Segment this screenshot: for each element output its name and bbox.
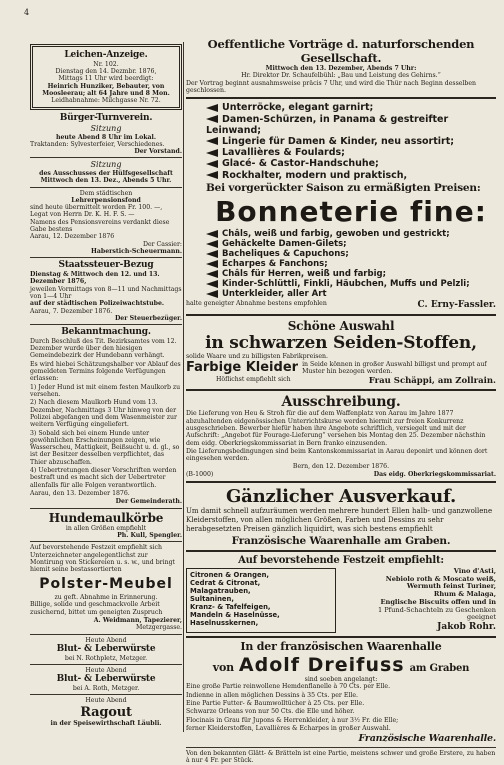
steuer-notice (30, 260, 182, 322)
divider (186, 747, 496, 748)
rohr-lists (186, 568, 496, 633)
hunde-title: Hundemaulkörbe (48, 510, 164, 525)
divider (30, 257, 182, 258)
bonn-item: Châls, weiß und farbig, gewoben und gestrickt; (206, 229, 496, 239)
rohr-left-item: Haselnusskernen, (190, 618, 259, 627)
steuer-title: Staatssteuer-Bezug (58, 260, 154, 271)
pointer-icon (206, 149, 218, 157)
dreifuss-name: Adolf Dreifuss (238, 653, 405, 676)
bonn-item: Kinder-Schlüttli, Finkli, Häubchen, Muffs und Pelzli; (206, 279, 496, 289)
rohr-right-item: Vino d'Asti, (453, 566, 496, 575)
pointer-icon (206, 115, 218, 123)
bekannt-p1: Durch Beschluß des Tit. Bezirksamtes vom 12. Dezember wurde über den hiesigen Gemeindebezirk der Hundebann verhängt. (30, 337, 177, 360)
rohr-title: Auf bevorstehende Festzeit empfiehlt: (238, 554, 444, 566)
ausverkauf-sign: Französische Waarenhalle am Graben. (231, 534, 451, 547)
vortraege-line1: Mittwoch den 13. Dezember, Abends 7 Uhr: (265, 65, 417, 73)
pointer-icon (206, 171, 218, 179)
divider (186, 550, 496, 552)
rohr-right-list (346, 568, 496, 633)
steuer-line1: Dienstag & Mittwoch den 12. und 13. Dezember 1876, (30, 270, 160, 286)
vortraege-line3: Der Vortrag beginnt ausnahmsweise präcis 7 Uhr, und wird die Thür nach Beginn desselben geschlossen. (186, 79, 477, 95)
wurst1-pre: Heute Abend (85, 636, 127, 644)
steuer-sign: Der Steuerbezüger. (114, 314, 182, 322)
hunde-sign: Ph. Kull, Spengler. (117, 532, 182, 540)
turnverein-sign: Der Vorstand. (134, 148, 182, 156)
sitzung-line10: Der Cassier: (142, 240, 182, 248)
rohr-right-item: Rhum & Malaga, (433, 590, 496, 599)
bekannt-sign: Der Gemeinderath. (115, 498, 182, 506)
steuer-line2: jeweilen Vormittags von 8—11 und Nachmittags von 1—4 Uhr (30, 285, 182, 300)
dreifuss-p6: ferner Kleiderstoffen, Lavallières & Echarpes in großer Auswahl. (186, 724, 391, 732)
leichen-time: Mittags 11 Uhr wird beerdigt: (58, 75, 154, 83)
ausschreibung-code: (B-1000) (186, 470, 214, 478)
sitzung-line5: sind heute übermittelt worden Fr. 100. —, (30, 204, 163, 212)
vortraege-notice (186, 38, 496, 94)
pointer-icon (206, 290, 218, 298)
seide-ad (186, 319, 496, 386)
wurst2-pre: Heute Abend (85, 666, 127, 674)
divider (30, 694, 182, 695)
divider (30, 541, 182, 542)
polster-loc: Metzgergasse. (136, 624, 182, 632)
leichen-name: Heinrich Hunziker, Bebauter, von Moosleerau; alt 64 Jahre und 8 Mon. (42, 82, 170, 97)
divider (186, 481, 496, 483)
rohr-left-item: Citronen & Orangen, (190, 570, 269, 579)
wurst1-sign: bei N. Rothpletz, Metzger. (64, 654, 148, 662)
seide-sign: Frau Schäppi, am Zollrain. (368, 375, 496, 386)
bekannt-p5: 3) Sobald sich bei einem Hunde unter gewöhnlichen Erscheinungen zeigen, wie Wasserscheu, Mattigkeit, Beißsucht u. d. gl., so ist der Besitzer desselben verpflichtet, das Thier abzuschaffen. (30, 429, 180, 466)
dreifuss-head2-post: am Graben (409, 662, 470, 674)
leichen-date: Dienstag den 14. Dezmbr. 1876, (55, 67, 157, 75)
ausschreibung-title: Ausschreibung. (281, 393, 401, 410)
sitzung-line3: Dem städtischen (79, 189, 133, 197)
turnverein-time: heute Abend 8 Uhr im Lokal. (55, 133, 157, 141)
rohr-left-list (186, 568, 336, 633)
bekannt-p3: 1) Jeder Hund ist mit einem festen Maulkorb zu versehen. (30, 383, 181, 398)
polster-intro: Auf bevorstehende Festzeit empfiehlt sich Unterzeichneter angelegentlichst zur Montirung von Stickereien u. s. w., und bringt hiemit seine bestassortierten (30, 544, 176, 574)
pointer-icon (206, 260, 218, 268)
dreifuss-head2 (186, 654, 496, 676)
rohr-right-item: Wermuth feinst Turiner, (406, 582, 496, 591)
rohr-left-item: Sultaninen, (190, 594, 234, 603)
column-rule (183, 42, 184, 732)
leichen-anzeige (30, 44, 182, 110)
seide-title2: in schwarzen Seiden-Stoffen, (205, 333, 477, 354)
bekannt-p2: Es wird hiebei Schätzungshalber vor Ablauf des gemeldeten Termins folgende Verfügungen erlassen: (30, 360, 181, 383)
dreifuss-ad (186, 641, 496, 764)
ausschreibung-p3: Bern, den 12. Dezember 1876. (292, 463, 390, 471)
leichen-house: Leidhabnahme: Milchgasse Nr. 72. (51, 97, 161, 105)
bekanntmachung-notice (30, 327, 182, 505)
dreifuss-p3: Eine Partie Futter- & Baumwolltücher à 25 Cts. per Elle. (186, 700, 365, 708)
bonn-top-item: Damen-Schürzen, in Panama & gestreifter Leinwand; (206, 113, 449, 136)
dreifuss-head1: In der französischen Waarenhalle (240, 639, 442, 653)
rohr-left-item: Mandeln & Haselnüsse, (190, 610, 280, 619)
sitzung-line7: Namens des Pensionsvereins verdankt diese (30, 218, 170, 226)
pointer-icon (206, 270, 218, 278)
divider (186, 314, 496, 316)
bonn-top-item: Glacé- & Castor-Handschuhe; (206, 158, 496, 169)
seide-title1: Schöne Auswahl (287, 318, 395, 333)
rohr-ad (186, 555, 496, 633)
ausschreibung-notice (186, 394, 496, 478)
right-column (186, 38, 496, 765)
ragout-line: in der Speisewirthschaft Läubli. (50, 719, 162, 727)
bekannt-title: Bekanntmachung. (61, 327, 151, 338)
polster-ad (30, 544, 182, 631)
sitzung-title: Sitzung (90, 160, 122, 170)
bonn-footer (186, 300, 496, 311)
bonn-item: Echarpes & Fanchons; (206, 259, 496, 269)
bekannt-p4: 2) Nach diesem Maulkorb Hund vom 13. Dezember, Nachmittags 3 Uhr hinweg von der Polizei abgefangen und dem Wasenmeister zur weitern Verfügung eingeliefert. (30, 399, 177, 429)
rohr-left-item: Cedrat & Citronat, (190, 578, 261, 587)
rohr-left-item: Malagatrauben, (190, 586, 251, 595)
wurst1-title: Blut- & Leberwürste (56, 644, 156, 655)
pointer-icon (206, 280, 218, 288)
wurst-ad-1 (30, 637, 182, 662)
dreifuss-line0: sind soeben angelangt: (304, 676, 378, 684)
dreifuss-p2: Indienne in allen möglichen Dessins à 35 Cts. per Elle. (186, 691, 358, 699)
polster-p1: zu geft. Abnahme in Erinnerung. (54, 594, 158, 602)
sitzung-sign: Haberstich-Scheuermann. (91, 248, 182, 256)
ragout-ad (30, 697, 182, 727)
bonn-top-item: Lavallières & Foulards; (206, 147, 496, 158)
pointer-icon (206, 104, 218, 112)
pointer-icon (206, 250, 218, 258)
ausschreibung-p1: Die Lieferung von Heu & Stroh für die auf dem Waffenplatz von Aarau im Jahre 1877 abzuhaltenden eidgenössischen Unterrichtskurse werden hiermit zur freien Konkurrenz ausgeschrieben. Bewerber hiefür haben ihre Angebote schriftlich, versiegelt und mit der Aufschrift: „Angebot für Fourage-Lieferung“ versehen bis Montag den 25. Dezember nächsthin dem eidg. Oberkriegskommissariat in Bern franko einzusenden. (186, 410, 486, 447)
seide-line1: solide Waare und zu billigsten Fabrikpreisen. (186, 353, 329, 361)
ausschreibung-p2: Die Lieferungsbedingungen sind beim Kantonskommissariat in Aarau deponirt und können dort eingesehen werden. (186, 447, 488, 463)
bonn-item: Gehäckelte Damen-Gilets; (206, 239, 496, 249)
turnverein-notice (30, 113, 182, 155)
bonn-sign: C. Erny-Fassler. (417, 300, 496, 311)
pointer-icon (206, 160, 218, 168)
sitzung-line2: Mittwoch den 13. Dez., Abends 5 Uhr. (40, 177, 172, 185)
seide-big: Farbige Kleider (186, 360, 299, 376)
pointer-icon (206, 137, 218, 145)
bonn-top-item: Lingerie für Damen & Kinder, neu assortirt; (206, 136, 496, 147)
bekannt-p7: Aarau, den 13. Dezember 1876. (30, 490, 130, 497)
bonn-closing: halte geneigter Abnahme bestens empfohlen (186, 300, 327, 308)
divider (186, 389, 496, 391)
bonn-title: Bonneterie fine: (215, 195, 487, 229)
steuer-line3: auf der städtischen Polizeiwachtstube. (30, 300, 165, 308)
wurst-ad-2 (30, 667, 182, 692)
pointer-icon (206, 240, 218, 248)
bonn-item: Unterkleider, aller Art (206, 289, 496, 299)
ragout-pre: Heute Abend (85, 697, 127, 705)
rohr-right-item: Nebiolo roth & Moscato weiß, (385, 574, 496, 583)
divider (30, 664, 182, 665)
divider (30, 157, 182, 158)
dreifuss-p1: Eine große Partie reinwollene Hemdenflanelle à 70 Cts. per Elle. (186, 683, 391, 691)
steuer-line4: Aarau, 7. Dezember 1876. (30, 307, 113, 315)
ausschreibung-footer (186, 471, 496, 478)
bonn-top-item: Unterröcke, elegant garnirt; (206, 102, 496, 113)
bekannt-p6: 4) Uebertretungen dieser Vorschriften werden bestraft und es macht sich der Uebertreter allenfalls für alle Folgen verantwortlich. (30, 467, 177, 489)
sitzung-line9: Aarau, 12. Dezember 1876 (30, 233, 115, 241)
dreifuss-p5: Flocinais in Grau für Jupons & Herrenkleider, à nur 3½ Fr. die Elle; (186, 716, 399, 724)
bonn-item: Bacheliques & Capuchons; (206, 249, 496, 259)
hunde-line1: in allen Größen empfiehlt (65, 524, 147, 532)
leichen-title: Leichen-Anzeige. (64, 50, 148, 60)
polster-p2: Billige, solide und geschmackvolle Arbeit zusichernd, bittet um geneigten Zuspruch (30, 601, 163, 616)
divider (30, 324, 182, 325)
ausverkauf-title: Gänzlicher Ausverkauf. (225, 486, 457, 508)
vortraege-line2: Hr. Direktor Dr. Schaufelbühl: „Bau und Leistung des Gehirns.“ (241, 72, 441, 80)
turnverein-sub: Sitzung (90, 124, 122, 134)
ausschreibung-sign: Das eidg. Oberkriegskommissariat. (373, 470, 496, 478)
page-number: 4 (24, 8, 30, 17)
dreifuss-sign: Französische Waarenhalle. (358, 733, 496, 745)
bonneterie-ad (186, 102, 496, 299)
vortraege-title: Oeffentliche Vorträge d. naturforschenden Gesellschaft. (207, 37, 475, 65)
sitzung-line6: Legat von Herrn Dr. K. H. F. S. — (30, 211, 135, 219)
sitzung-line8: Gabe bestens (30, 226, 73, 234)
sitzung-notice (30, 160, 182, 255)
rohr-left-item: Kranz- & Tafelfeigen, (190, 602, 271, 611)
ausverkauf-p1: Um damit schnell aufzuräumen werden mehrere hundert Ellen halb- und ganzwollene Kleiderstoffen, von allen möglichen Größen, Farben und Dessins zu sehr herabgesetzten Preisen gänzlich liquidirt, was sich bestens empfiehlt (186, 507, 493, 533)
divider (186, 97, 496, 99)
wurst2-title: Blut- & Leberwürste (56, 674, 156, 685)
dreifuss-head2-pre: von (212, 660, 234, 674)
hunde-ad (30, 511, 182, 540)
polster-sign: A. Weidmann, Tapezierer, (93, 617, 182, 625)
divider (30, 634, 182, 635)
bonn-top-item: Rockhalter, modern und praktisch, (206, 170, 496, 181)
bonn-season: Bei vorgerückter Saison zu ermäßigten Preisen: (206, 181, 481, 194)
dreifuss-p4: Schwarze Orleans von nur 50 Cts. die Elle und höher. (186, 708, 355, 716)
turnverein-title: Bürger-Turnverein. (59, 113, 153, 124)
seide-line3: Höflichst empfiehlt sich (216, 375, 291, 383)
polster-title: Polster-Meubel (39, 575, 173, 592)
seide-footer (186, 376, 496, 386)
divider (30, 187, 182, 188)
rohr-right-item: Englische Biscuits offen und in (380, 597, 496, 606)
left-column (30, 44, 182, 727)
wurst2-sign: bei A. Roth, Metzger. (72, 684, 140, 692)
seide-line2: in Seide können in großer Auswahl billigst und prompt auf Muster hin bezogen werden. (302, 360, 487, 376)
dreifuss-p7: Von den bekannten Glätt- & Brätteln ist eine Partie, meistens schwer und große Erstere, zu haben à nur 4 Fr. per Stück. (186, 749, 496, 764)
divider (30, 508, 182, 509)
seide-big-row (186, 360, 496, 375)
ausverkauf-ad (186, 486, 496, 547)
rohr-right-item: geeignet (466, 613, 496, 622)
rohr-right-item: 1 Pfund-Schachteln zu Geschenken (377, 605, 496, 614)
pointer-icon (206, 230, 218, 238)
sitzung-line1: des Ausschusses der Hülfsgesellschaft (39, 169, 173, 177)
leichen-no: Nr. 102. (93, 60, 119, 68)
sitzung-line4: Lehrerpensionsfond (71, 196, 141, 204)
bonn-item: Châls für Herren, weiß und farbig; (206, 269, 496, 279)
turnverein-agenda: Traktanden: Sylvesterfeier, Verschiedenes. (30, 140, 165, 148)
rohr-sign: Jakob Rohr. (437, 622, 496, 633)
divider (186, 636, 496, 638)
ragout-title: Ragout (80, 704, 132, 720)
